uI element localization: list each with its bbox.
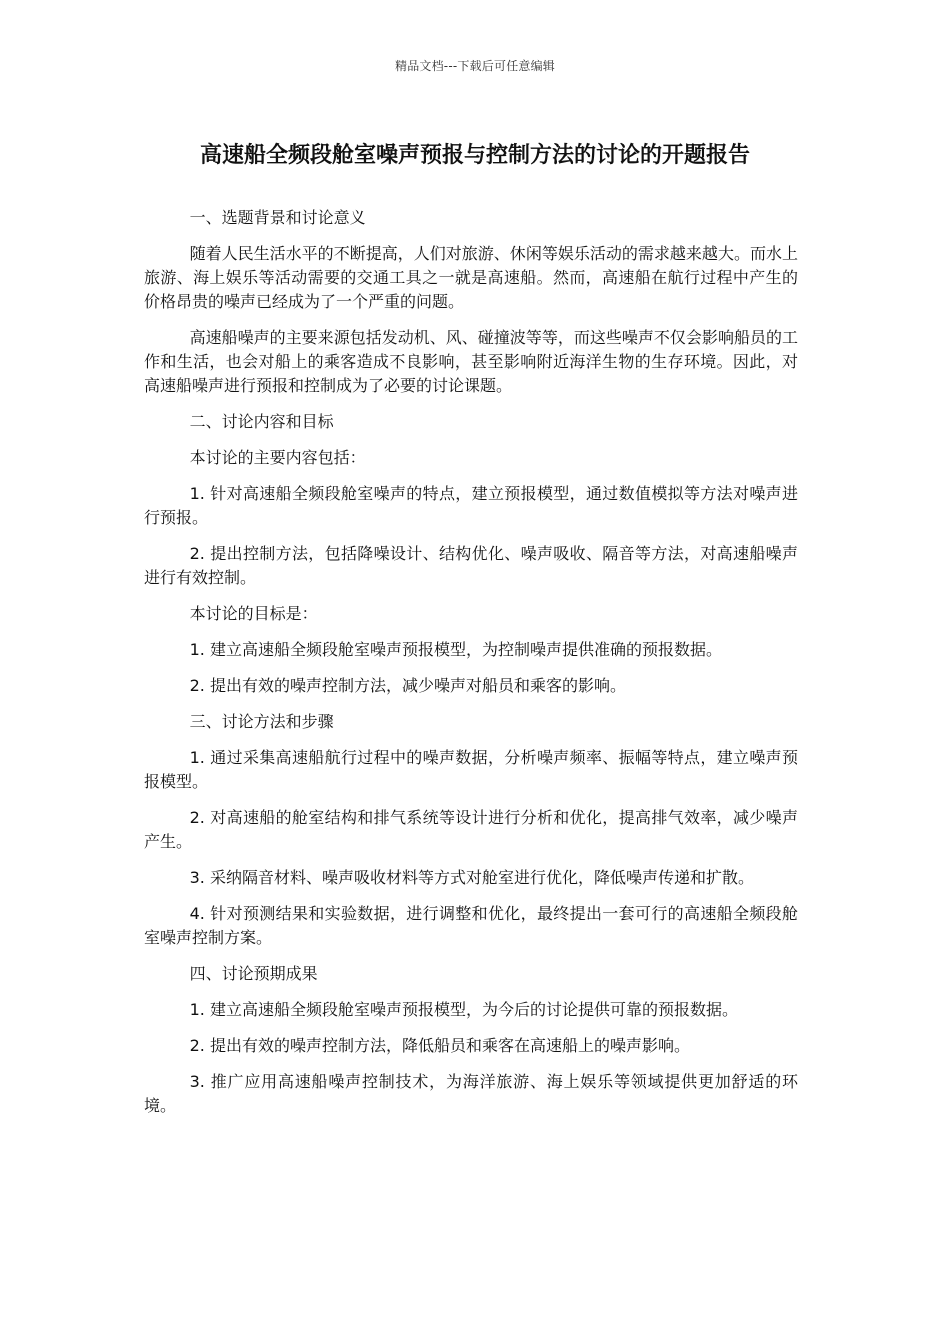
paragraph-intro: 本讨论的目标是： (189, 604, 318, 623)
header-note: 精品文档---下载后可任意编辑 (395, 59, 555, 73)
list-item: 2. 对高速船的舱室结构和排气系统等设计进行分析和优化，提高排气效率，减少噪声产生。 (144, 808, 798, 851)
section-heading-background: 一、选题背景和讨论意义 (189, 208, 366, 227)
section-heading-content: 二、讨论内容和目标 (189, 412, 334, 431)
paragraph: 高速船噪声的主要来源包括发动机、风、碰撞波等等，而这些噪声不仅会影响船员的工作和生活，也会对船上的乘客造成不良影响，甚至影响附近海洋生物的生存环境。因此，对高速船噪声进行预报和控制成为了必要的讨论课题。 (144, 328, 798, 395)
list-item: 1. 通过采集高速船航行过程中的噪声数据，分析噪声频率、振幅等特点，建立噪声预报模型。 (144, 748, 798, 791)
list-item: 3. 采纳隔音材料、噪声吸收材料等方式对舱室进行优化，降低噪声传递和扩散。 (189, 868, 754, 887)
list-item: 1. 针对高速船全频段舱室噪声的特点，建立预报模型，通过数值模拟等方法对噪声进行预报。 (144, 484, 798, 527)
list-item: 1. 建立高速船全频段舱室噪声预报模型，为今后的讨论提供可靠的预报数据。 (189, 1000, 738, 1019)
list-item: 1. 建立高速船全频段舱室噪声预报模型，为控制噪声提供准确的预报数据。 (189, 640, 722, 659)
list-item: 2. 提出有效的噪声控制方法，减少噪声对船员和乘客的影响。 (189, 676, 626, 695)
section-heading-methods: 三、讨论方法和步骤 (189, 712, 334, 731)
list-item: 4. 针对预测结果和实验数据，进行调整和优化，最终提出一套可行的高速船全频段舱室噪声控制方案。 (144, 904, 798, 947)
document-body (144, 206, 798, 1130)
paragraph: 随着人民生活水平的不断提高，人们对旅游、休闲等娱乐活动的需求越来越大。而水上旅游、海上娱乐等活动需要的交通工具之一就是高速船。然而，高速船在航行过程中产生的价格昂贵的噪声已经成为了一个严重的问题。 (144, 244, 798, 311)
section-heading-outcomes: 四、讨论预期成果 (189, 964, 318, 983)
list-item: 3. 推广应用高速船噪声控制技术，为海洋旅游、海上娱乐等领域提供更加舒适的环境。 (144, 1072, 798, 1115)
paragraph-intro: 本讨论的主要内容包括： (189, 448, 366, 467)
list-item: 2. 提出有效的噪声控制方法，降低船员和乘客在高速船上的噪声影响。 (189, 1036, 690, 1055)
document-title: 高速船全频段舱室噪声预报与控制方法的讨论的开题报告 (199, 143, 750, 168)
list-item: 2. 提出控制方法，包括降噪设计、结构优化、噪声吸收、隔音等方法，对高速船噪声进行有效控制。 (144, 544, 798, 587)
